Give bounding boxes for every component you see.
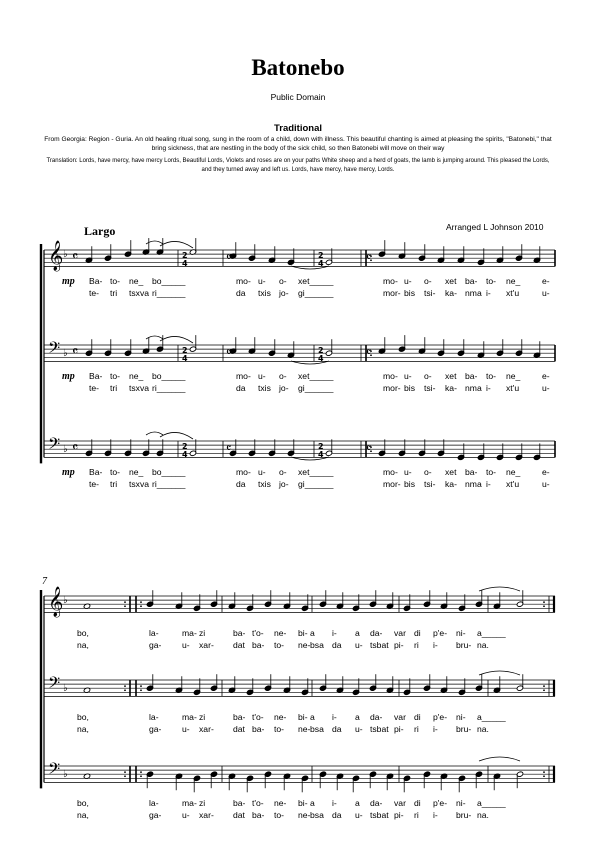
flat-icon: ♭ <box>63 683 68 694</box>
lyric-syllable: ga- <box>149 724 162 734</box>
lyric-syllable: a_____ <box>477 628 506 638</box>
arranger-credit: Arranged L Johnson 2010 <box>446 222 544 232</box>
dynamic-mark: mp <box>62 467 75 478</box>
lyric-syllable: u- <box>258 371 266 381</box>
lyric-syllable: te- <box>89 479 100 489</box>
lyric-syllable: na, <box>77 640 89 650</box>
lyric-syllable: u- <box>258 276 266 286</box>
repeat-dot <box>140 771 142 773</box>
lyric-syllable: p'e- <box>433 712 448 722</box>
repeat-dot <box>543 605 545 607</box>
lyric-syllable: ne_ <box>506 276 521 286</box>
repeat-dot <box>543 689 545 691</box>
lyric-syllable: la- <box>149 712 159 722</box>
bass-clef-icon: 𝄢 <box>48 435 61 457</box>
lyric-syllable: ma- <box>182 798 197 808</box>
flat-icon: ♭ <box>63 249 68 260</box>
lyric-syllable: xet_____ <box>298 467 334 477</box>
lyric-syllable: ne- <box>298 810 311 820</box>
time-signature-num: 2 <box>182 442 188 451</box>
lyric-syllable: da <box>236 383 246 393</box>
treble-clef-icon: 𝄞 <box>48 587 64 617</box>
time-signature-den: 4 <box>182 450 188 459</box>
lyric-syllable: xt'u <box>506 288 520 298</box>
lyric-syllable: tsxva <box>129 383 150 393</box>
lyric-syllable: o- <box>424 276 432 286</box>
repeat-dot <box>124 601 126 603</box>
repeat-dot <box>543 685 545 687</box>
lyric-syllable: Ba- <box>89 276 103 286</box>
lyric-syllable: ni- <box>456 798 466 808</box>
dynamic-mark: mp <box>62 371 75 382</box>
time-signature-den: 4 <box>182 354 188 363</box>
lyric-syllable: ka- <box>445 288 457 298</box>
repeat-dot <box>140 689 142 691</box>
lyric-syllable: da <box>332 640 342 650</box>
lyric-syllable: zi <box>199 798 206 808</box>
lyric-syllable: jo- <box>279 479 289 489</box>
lyric-syllable: a_____ <box>477 798 506 808</box>
lyric-syllable: jo- <box>279 288 289 298</box>
slur <box>146 432 163 435</box>
lyric-syllable: di <box>414 712 421 722</box>
common-time-icon: 𝄴 <box>72 249 79 265</box>
lyric-syllable: bi- <box>298 628 308 638</box>
lyric-syllable: ri______ <box>152 479 186 489</box>
lyric-syllable: ma- <box>182 628 197 638</box>
common-time-icon: 𝄴 <box>226 441 232 455</box>
lyric-syllable: la- <box>149 798 159 808</box>
lyric-syllable: a <box>355 798 360 808</box>
lyric-syllable: i- <box>332 798 337 808</box>
lyric-syllable: to- <box>274 640 285 650</box>
lyric-syllable: ri______ <box>152 288 186 298</box>
lyric-syllable: da <box>236 479 246 489</box>
lyric-syllable: bru- <box>456 640 472 650</box>
common-time-icon: 𝄴 <box>366 250 372 264</box>
lyric-syllable: nma <box>465 479 482 489</box>
lyric-syllable: u- <box>542 383 550 393</box>
lyric-syllable: xar- <box>199 640 214 650</box>
lyric-syllable: te- <box>89 288 100 298</box>
lyric-syllable: xt'u <box>506 479 520 489</box>
lyric-syllable: o- <box>424 467 432 477</box>
lyric-syllable: a_____ <box>477 712 506 722</box>
tempo-marking: Largo <box>84 224 116 238</box>
common-time-icon: 𝄴 <box>72 344 79 360</box>
lyric-syllable: ri <box>414 810 419 820</box>
lyric-syllable: ne_ <box>506 371 521 381</box>
lyric-syllable: ni- <box>456 628 466 638</box>
lyric-syllable: da <box>332 810 342 820</box>
measure-number: 7 <box>42 576 47 587</box>
lyric-syllable: Ba- <box>89 467 103 477</box>
lyric-syllable: i- <box>486 383 491 393</box>
repeat-dot <box>543 775 545 777</box>
lyric-syllable: ga- <box>149 640 162 650</box>
lyric-syllable: t'o- <box>252 628 264 638</box>
lyric-syllable: gi______ <box>298 288 334 298</box>
lyric-syllable: bi- <box>298 712 308 722</box>
lyric-syllable: o- <box>279 467 287 477</box>
lyric-syllable: pi- <box>394 810 404 820</box>
flat-icon: ♭ <box>63 769 68 780</box>
repeat-dot <box>543 601 545 603</box>
repeat-dot <box>140 685 142 687</box>
lyric-syllable: tsbat <box>370 810 389 820</box>
lyric-syllable: la- <box>149 628 159 638</box>
lyric-syllable: tsxva <box>129 479 150 489</box>
lyric-syllable: var <box>394 712 406 722</box>
lyric-syllable: bru- <box>456 724 472 734</box>
lyric-syllable: u- <box>404 371 412 381</box>
lyric-syllable: da- <box>370 798 383 808</box>
lyric-syllable: i- <box>332 628 337 638</box>
lyric-syllable: mo- <box>236 371 251 381</box>
lyric-syllable: xet <box>445 467 457 477</box>
lyric-syllable: bo_____ <box>152 276 186 286</box>
lyric-syllable: gi______ <box>298 479 334 489</box>
lyric-syllable: u- <box>404 467 412 477</box>
lyric-syllable: bi- <box>298 798 308 808</box>
lyric-syllable: mo- <box>383 276 398 286</box>
lyric-syllable: na. <box>477 810 489 820</box>
lyric-syllable: a <box>355 628 360 638</box>
lyric-syllable: di <box>414 798 421 808</box>
lyric-syllable: dat <box>233 640 245 650</box>
lyric-syllable: tsi- <box>424 383 436 393</box>
lyric-syllable: nma <box>465 288 482 298</box>
lyric-syllable: mo- <box>383 467 398 477</box>
repeat-dot <box>140 601 142 603</box>
lyric-syllable: ba- <box>233 712 246 722</box>
lyric-syllable: ba- <box>233 798 246 808</box>
lyric-syllable: bo, <box>77 628 89 638</box>
lyric-syllable: tsi- <box>424 479 436 489</box>
lyric-syllable: bis <box>404 288 415 298</box>
slur <box>160 432 193 439</box>
lyric-syllable: xet_____ <box>298 276 334 286</box>
time-signature-num: 2 <box>318 346 324 355</box>
score-title: Batonebo <box>251 55 345 80</box>
repeat-dot <box>124 689 126 691</box>
lyric-syllable: dat <box>233 724 245 734</box>
lyric-syllable: bsa <box>310 724 324 734</box>
lyric-syllable: ne- <box>274 712 287 722</box>
lyric-syllable: mo- <box>236 276 251 286</box>
lyric-syllable: bsa <box>310 640 324 650</box>
lyric-syllable: u- <box>258 467 266 477</box>
lyric-syllable: i- <box>486 288 491 298</box>
lyric-syllable: pi- <box>394 640 404 650</box>
lyric-syllable: ne_ <box>506 467 521 477</box>
repeat-dot <box>124 775 126 777</box>
lyric-syllable: te- <box>89 383 100 393</box>
repeat-dot <box>140 775 142 777</box>
lyric-syllable: tsbat <box>370 724 389 734</box>
lyric-syllable: da- <box>370 628 383 638</box>
lyric-syllable: to- <box>486 276 497 286</box>
lyric-syllable: tri <box>110 479 118 489</box>
lyric-syllable: bis <box>404 479 415 489</box>
lyric-syllable: dat <box>233 810 245 820</box>
rights-notice: Public Domain <box>270 92 326 102</box>
lyric-syllable: var <box>394 628 406 638</box>
lyric-syllable: zi <box>199 628 206 638</box>
lyric-syllable: u- <box>542 479 550 489</box>
lyric-syllable: o- <box>279 276 287 286</box>
lyric-syllable: a <box>310 798 315 808</box>
lyric-syllable: bo_____ <box>152 371 186 381</box>
lyric-syllable: da <box>236 288 246 298</box>
lyric-syllable: mo- <box>383 371 398 381</box>
lyric-syllable: da- <box>370 712 383 722</box>
lyric-syllable: ka- <box>445 479 457 489</box>
lyric-syllable: jo- <box>279 383 289 393</box>
slur <box>160 241 193 248</box>
lyric-syllable: u- <box>355 640 363 650</box>
lyric-syllable: t'o- <box>252 798 264 808</box>
composer-credit: Traditional <box>273 123 323 134</box>
lyric-syllable: p'e- <box>433 628 448 638</box>
lyric-syllable: ma- <box>182 712 197 722</box>
lyric-syllable: ne- <box>274 798 287 808</box>
time-signature-num: 2 <box>182 251 188 260</box>
lyric-syllable: p'e- <box>433 798 448 808</box>
lyric-syllable: mo- <box>236 467 251 477</box>
lyric-syllable: tsi- <box>424 288 436 298</box>
lyric-syllable: ne_ <box>129 276 144 286</box>
lyric-syllable: ri______ <box>152 383 186 393</box>
lyric-syllable: ba- <box>252 640 265 650</box>
description-text: From Georgia: Region - Guria. An old healing ritual song, sung in the room of a child, down with illness. This beautiful chanting is aimed at pleasing the spirits, "Batonebi," that bring sickness, that are nestling in the body of the sick child, so then Batonebi will move on their way <box>44 136 552 152</box>
lyric-syllable: u- <box>355 724 363 734</box>
lyric-syllable: u- <box>355 810 363 820</box>
translation-text: Translation: Lords, have mercy, have mercy Lords, Beautiful Lords, Violets and roses are on your paths White sheep and a herd of goats, the lamb is jumping around. This pleased the Lords, and they turned away and left us. Lords, have mercy, have mercy, Lords. <box>46 158 550 173</box>
lyric-syllable: bru- <box>456 810 472 820</box>
lyric-syllable: ne_ <box>129 371 144 381</box>
repeat-dot <box>543 771 545 773</box>
lyric-syllable: ka- <box>445 383 457 393</box>
lyric-syllable: ba- <box>465 467 478 477</box>
lyric-syllable: xar- <box>199 810 214 820</box>
lyric-syllable: i- <box>332 712 337 722</box>
lyric-syllable: tsxva <box>129 288 150 298</box>
lyric-syllable: ba- <box>233 628 246 638</box>
lyric-syllable: na, <box>77 810 89 820</box>
lyric-syllable: na, <box>77 724 89 734</box>
slur <box>160 336 193 343</box>
lyric-syllable: e- <box>542 371 550 381</box>
lyric-syllable: xar- <box>199 724 214 734</box>
time-signature-num: 2 <box>182 346 188 355</box>
flat-icon: ♭ <box>63 348 68 359</box>
lyric-syllable: bo, <box>77 712 89 722</box>
lyric-syllable: to- <box>486 467 497 477</box>
lyric-syllable: na. <box>477 640 489 650</box>
lyric-syllable: e- <box>542 276 550 286</box>
lyric-syllable: ri <box>414 724 419 734</box>
time-signature-den: 4 <box>182 259 188 268</box>
repeat-dot <box>124 685 126 687</box>
lyric-syllable: mor- <box>383 288 401 298</box>
lyric-syllable: a <box>355 712 360 722</box>
bass-clef-icon: 𝄢 <box>48 760 61 782</box>
bass-clef-icon: 𝄢 <box>48 674 61 696</box>
slur <box>479 587 520 591</box>
lyric-syllable: ni- <box>456 712 466 722</box>
lyric-syllable: to- <box>486 371 497 381</box>
lyric-syllable: ne- <box>274 628 287 638</box>
repeat-dot <box>124 771 126 773</box>
lyric-syllable: Ba- <box>89 371 103 381</box>
lyric-syllable: txis <box>258 383 271 393</box>
slur <box>479 671 520 675</box>
lyric-syllable: ri <box>414 640 419 650</box>
lyric-syllable: xet_____ <box>298 371 334 381</box>
lyric-syllable: pi- <box>394 724 404 734</box>
lyric-syllable: o- <box>424 371 432 381</box>
lyric-syllable: nma <box>465 383 482 393</box>
lyric-syllable: u- <box>182 724 190 734</box>
common-time-icon: 𝄴 <box>72 440 79 456</box>
lyric-syllable: i- <box>433 724 438 734</box>
lyric-syllable: tsbat <box>370 640 389 650</box>
time-signature-den: 4 <box>318 450 324 459</box>
lyric-syllable: ne- <box>298 640 311 650</box>
lyric-syllable: ga- <box>149 810 162 820</box>
lyric-syllable: tri <box>110 383 118 393</box>
lyric-syllable: bo, <box>77 798 89 808</box>
repeat-dot <box>124 605 126 607</box>
lyric-syllable: xet <box>445 276 457 286</box>
lyric-syllable: tri <box>110 288 118 298</box>
lyric-syllable: xet <box>445 371 457 381</box>
bass-clef-icon: 𝄢 <box>48 339 61 361</box>
lyric-syllable: mor- <box>383 479 401 489</box>
lyric-syllable: i- <box>433 810 438 820</box>
lyric-syllable: zi <box>199 712 206 722</box>
common-time-icon: 𝄴 <box>366 345 372 359</box>
lyric-syllable: to- <box>110 276 121 286</box>
lyric-syllable: na. <box>477 724 489 734</box>
flat-icon: ♭ <box>63 444 68 455</box>
lyric-syllable: ba- <box>252 810 265 820</box>
slur <box>479 757 520 761</box>
repeat-dot <box>140 605 142 607</box>
lyric-syllable: to- <box>110 371 121 381</box>
lyric-syllable: to- <box>274 810 285 820</box>
lyric-syllable: u- <box>182 810 190 820</box>
lyric-syllable: xt'u <box>506 383 520 393</box>
lyric-syllable: bsa <box>310 810 324 820</box>
lyric-syllable: i- <box>433 640 438 650</box>
lyric-syllable: u- <box>542 288 550 298</box>
lyric-syllable: a <box>310 712 315 722</box>
common-time-icon: 𝄴 <box>226 345 232 359</box>
lyric-syllable: u- <box>404 276 412 286</box>
lyric-syllable: ne_ <box>129 467 144 477</box>
time-signature-num: 2 <box>318 442 324 451</box>
lyric-syllable: a <box>310 628 315 638</box>
lyric-syllable: i- <box>486 479 491 489</box>
lyric-syllable: di <box>414 628 421 638</box>
lyric-syllable: ba- <box>465 276 478 286</box>
treble-clef-icon: 𝄞 <box>48 241 64 271</box>
lyric-syllable: mor- <box>383 383 401 393</box>
lyric-syllable: t'o- <box>252 712 264 722</box>
lyric-syllable: to- <box>274 724 285 734</box>
lyric-syllable: e- <box>542 467 550 477</box>
lyric-syllable: var <box>394 798 406 808</box>
common-time-icon: 𝄴 <box>366 441 372 455</box>
lyric-syllable: to- <box>110 467 121 477</box>
lyric-syllable: txis <box>258 479 271 489</box>
lyric-syllable: o- <box>279 371 287 381</box>
lyric-syllable: gi______ <box>298 383 334 393</box>
flat-icon: ♭ <box>63 595 68 606</box>
time-signature-den: 4 <box>318 259 324 268</box>
common-time-icon: 𝄴 <box>226 250 232 264</box>
lyric-syllable: txis <box>258 288 271 298</box>
lyric-syllable: ba- <box>465 371 478 381</box>
lyric-syllable: bo_____ <box>152 467 186 477</box>
lyric-syllable: bis <box>404 383 415 393</box>
time-signature-num: 2 <box>318 251 324 260</box>
dynamic-mark: mp <box>62 276 75 287</box>
lyric-syllable: ne- <box>298 724 311 734</box>
time-signature-den: 4 <box>318 354 324 363</box>
lyric-syllable: u- <box>182 640 190 650</box>
lyric-syllable: da <box>332 724 342 734</box>
lyric-syllable: ba- <box>252 724 265 734</box>
